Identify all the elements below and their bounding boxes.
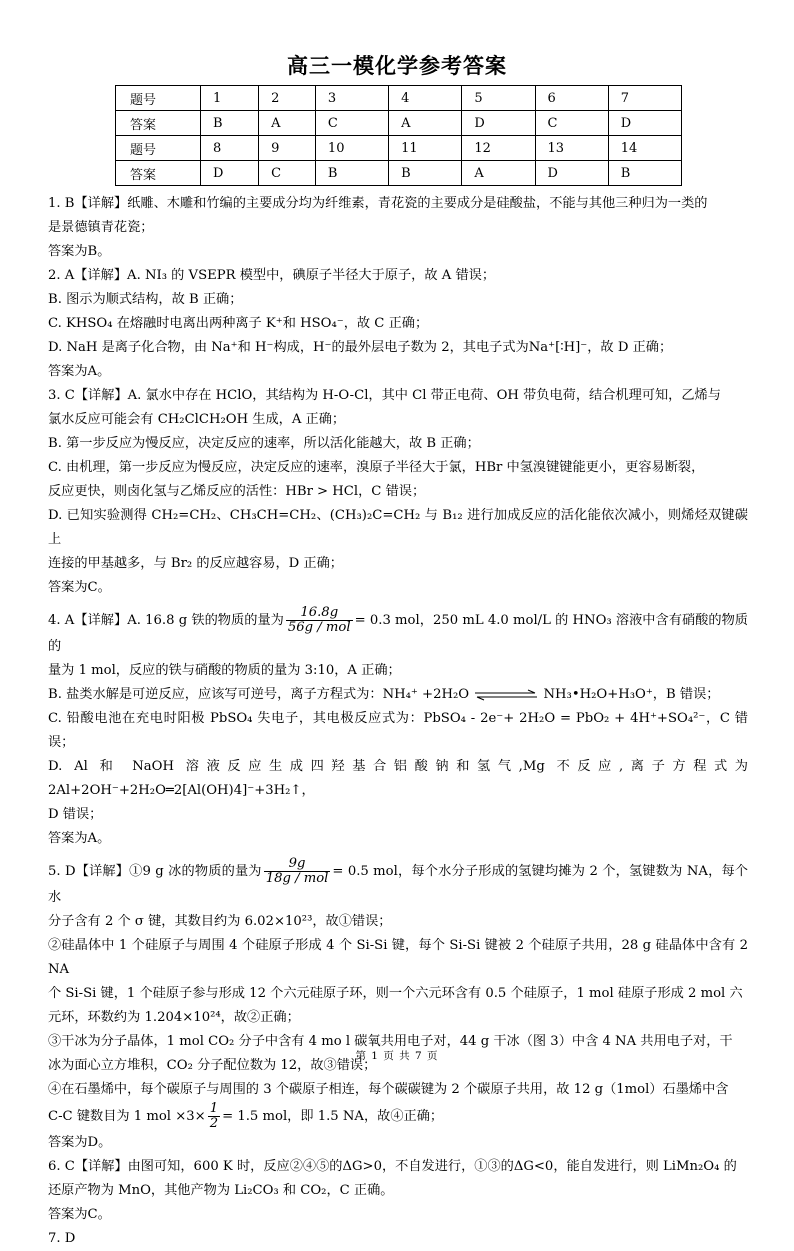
fraction-numerator: 9g [264,857,331,872]
q5-text: = 0.5 mol，每个水分子形成的氢键均摊为 2 个，氢键数为 NA，每个水 [48,864,748,905]
table-cell: D [462,111,535,136]
table-cell: 13 [535,136,608,161]
fraction [264,857,331,886]
q7-line: 7. D [48,1231,76,1246]
table-cell: A [389,111,462,136]
table-cell: 4 [389,86,462,111]
q2-line: C. KHSO₄ 在熔融时电离出两种离子 K⁺和 HSO₄⁻，故 C 正确； [48,316,429,331]
table-cell: 题号 [116,86,201,111]
table-cell: 答案 [116,111,201,136]
table-cell: D [201,161,259,186]
q2-line: D. NaH 是离子化合物，由 Na⁺和 H⁻构成，H⁻的最外层电子数为 2，其电子式为Na⁺[∶H]⁻，故 D 正确； [48,340,673,355]
q4-line: D. Al 和 NaOH 溶液反应生成四羟基合铝酸钠和氢气,Mg 不反应,离子方程式为2Al+2OH⁻+2H₂O═2[Al(OH)4]⁻+3H₂↑， [48,759,748,798]
table-cell: 12 [462,136,535,161]
q4-text: 4. A【详解】A. 16.8 g 铁的物质的量为 [48,613,284,628]
table-cell: 5 [462,86,535,111]
q3-line: C. 由机理，第一步反应为慢反应，决定反应的速率，溴原子半径大于氯，HBr 中氢溴键键能更小，更容易断裂， [48,460,705,475]
q1-answer: 答案为B。 [48,244,111,259]
table-row [116,161,682,186]
q5-line: 个 Si-Si 键，1 个硅原子参与形成 12 个六元硅原子环，则一个六元环含有 0.5 个硅原子，1 mol 硅原子形成 2 mol 六 [48,986,743,1001]
q3-line: 氯水反应可能会有 CH₂ClCH₂OH 生成，A 正确； [48,412,346,427]
fraction [208,1102,220,1131]
table-cell: C [315,111,388,136]
q4-answer: 答案为A。 [48,831,111,846]
table-cell: C [535,111,608,136]
q3-answer: 答案为C。 [48,580,111,595]
q5-text: = 1.5 mol，即 1.5 NA，故④正确； [222,1109,444,1124]
table-cell: B [608,161,681,186]
table-cell: 9 [259,136,316,161]
q5-line: 冰为面心立方堆积，CO₂ 分子配位数为 12，故③错误； [48,1058,377,1073]
q3-line: 反应更快，则卤化氢与乙烯反应的活性：HBr > HCl，C 错误； [48,484,426,499]
fraction-denominator: 18g / mol [265,871,329,886]
q4-line-with-fraction [48,606,748,659]
table-cell: 10 [315,136,388,161]
q6-line: 还原产物为 MnO，其他产物为 Li₂CO₃ 和 CO₂，C 正确。 [48,1183,394,1198]
table-cell: B [389,161,462,186]
table-cell: B [315,161,388,186]
table-cell: 11 [389,136,462,161]
q2-line: 2. A【详解】A. NI₃ 的 VSEPR 模型中，碘原子半径大于原子，故 A 错误； [48,268,496,283]
q3-line: B. 第一步反应为慢反应，决定反应的速率，所以活化能越大，故 B 正确； [48,436,480,451]
q2-answer: 答案为A。 [48,364,111,379]
answer-table [115,85,682,186]
table-row [116,111,682,136]
q4-line [48,683,748,707]
table-cell: 6 [535,86,608,111]
q1-line: 1. B【详解】纸雕、木雕和竹编的主要成分均为纤维素，青花瓷的主要成分是硅酸盐，不能与其他三种归为一类的 [48,196,708,211]
table-cell: B [201,111,259,136]
q4-text: = 0.3 mol，250 mL 4.0 mol/L 的 HNO₃ 溶液中含有硝酸的物质的 [48,613,748,654]
table-row [116,136,682,161]
table-cell: 题号 [116,136,201,161]
table-cell: D [608,111,681,136]
table-cell: 1 [201,86,259,111]
page-footer: 第 1 页 共 7 页 [355,1050,439,1062]
table-cell: 3 [315,86,388,111]
fraction-numerator: 1 [209,1101,219,1116]
table-cell: D [535,161,608,186]
reversible-arrow-icon [473,689,539,701]
q4-text: B. 盐类水解是可逆反应，应该写可逆号，离子方程式为：NH₄⁺ +2H₂O [48,687,470,702]
q5-line: ④在石墨烯中，每个碳原子与周围的 3 个碳原子相连，每个碳碳键为 2 个碳原子共用，故 12 g（1mol）石墨烯中含 [48,1082,729,1097]
q1-line: 是景德镇青花瓷； [48,220,154,235]
q5-line-with-fraction [48,1102,748,1131]
fraction [286,606,353,635]
q4-line: D 错误； [48,807,103,822]
q3-line: D. 已知实验测得 CH₂=CH₂、CH₃CH=CH₂、(CH₃)₂C=CH₂ 与 B₁₂ 进行加成反应的活化能依次减小，则烯烃双键碳上 [48,508,748,547]
fraction-denominator: 2 [209,1116,219,1131]
q6-line: 6. C【详解】由图可知，600 K 时，反应②④⑤的ΔG>0，不自发进行，①③的ΔG<0，能自发进行，则 LiMn₂O₄ 的 [48,1159,737,1174]
q5-line: 元环，环数约为 1.204×10²⁴，故②正确； [48,1010,300,1025]
q5-line: ②硅晶体中 1 个硅原子与周围 4 个硅原子形成 4 个 Si-Si 键，每个 Si-Si 键被 2 个硅原子共用，28 g 硅晶体中含有 2 NA [48,938,748,977]
q3-line: 连接的甲基越多，与 Br₂ 的反应越容易，D 正确； [48,556,343,571]
fraction-numerator: 16.8g [286,606,353,621]
table-cell: 答案 [116,161,201,186]
fraction-denominator: 56g / mol [287,620,351,635]
table-cell: 2 [259,86,316,111]
page-title: 高三一模化学参考答案 [287,54,507,78]
table-cell: 14 [608,136,681,161]
q5-line: ③干冰为分子晶体，1 mol CO₂ 分子中含有 4 mo l 碳氧共用电子对，44 g 干冰（图 3）中含 4 NA 共用电子对，干 [48,1034,733,1049]
q5-line: 分子含有 2 个 σ 键，其数目约为 6.02×10²³，故①错误； [48,914,392,929]
q5-text: C-C 键数目为 1 mol ×3× [48,1109,206,1124]
table-cell: A [259,111,316,136]
q4-line: C. 铅酸电池在充电时阳极 PbSO₄ 失电子，其电极反应式为：PbSO₄ - 2e⁻+ 2H₂O = PbO₂ + 4H⁺+SO₄²⁻，C 错误； [48,711,748,750]
table-cell: 7 [608,86,681,111]
q3-line: 3. C【详解】A. 氯水中存在 HClO，其结构为 H-O-Cl，其中 Cl 带正电荷、OH 带负电荷，结合机理可知，乙烯与 [48,388,721,403]
table-cell: A [462,161,535,186]
table-cell: C [259,161,316,186]
q6-answer: 答案为C。 [48,1207,111,1222]
q2-line: B. 图示为顺式结构，故 B 正确； [48,292,243,307]
q4-line: 量为 1 mol，反应的铁与硝酸的物质的量为 3:10，A 正确； [48,663,401,678]
answer-explanations [48,192,748,1251]
table-row [116,86,682,111]
q5-answer: 答案为D。 [48,1135,112,1150]
table-cell: 8 [201,136,259,161]
q5-text: 5. D【详解】①9 g 冰的物质的量为 [48,864,262,879]
q5-line-with-fraction [48,857,748,910]
q4-text: NH₃•H₂O+H₃O⁺，B 错误； [543,687,720,702]
